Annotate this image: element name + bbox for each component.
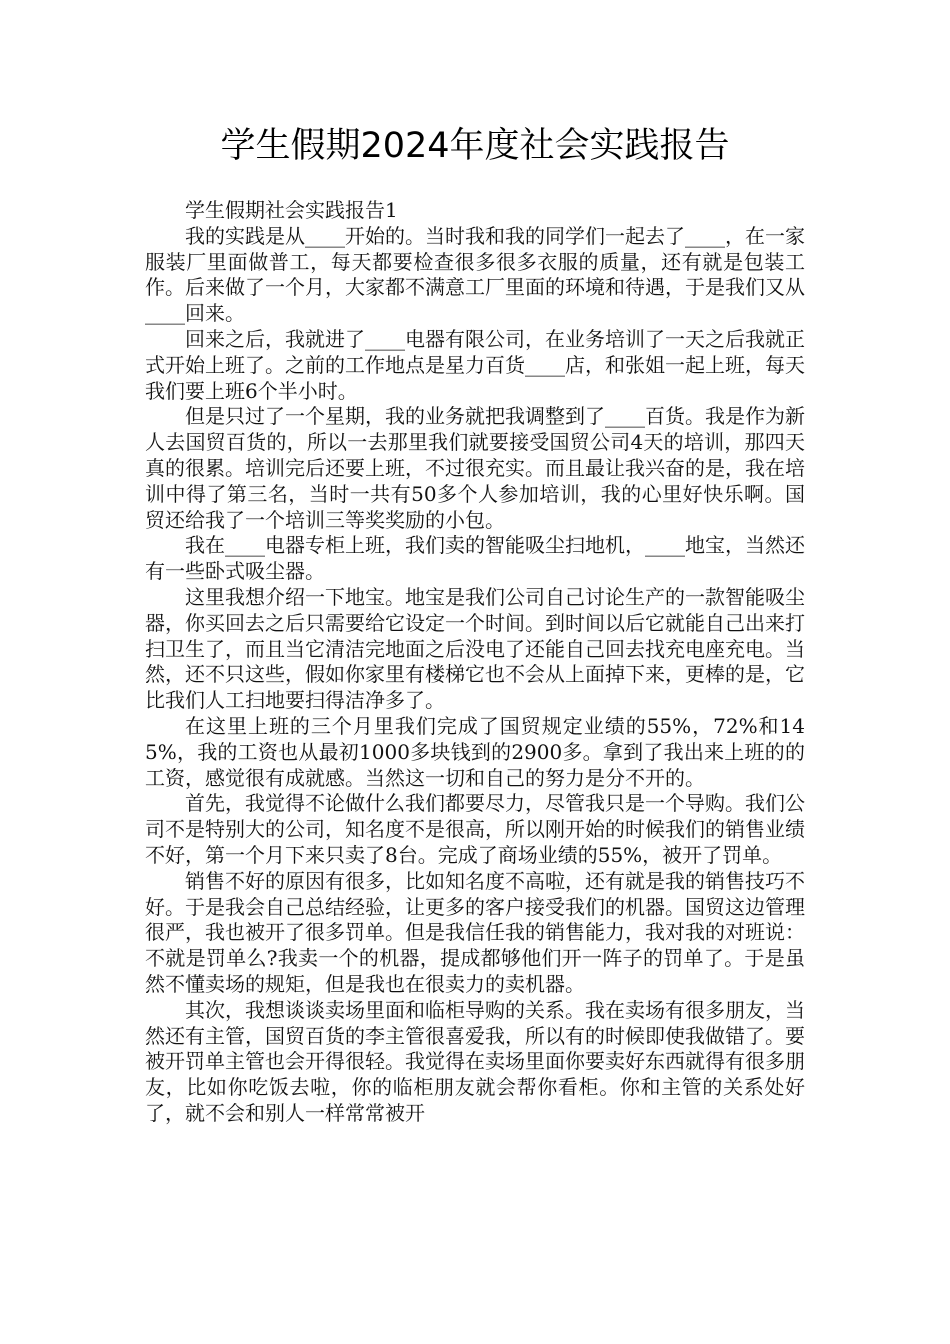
paragraph: 我在____电器专柜上班，我们卖的智能吸尘扫地机，____地宝，当然还有一些卧式吸尘器。 xyxy=(145,533,805,584)
paragraph: 其次，我想谈谈卖场里面和临柜导购的关系。我在卖场有很多朋友，当然还有主管，国贸百货的李主管很喜爱我，所以有的时候即使我做错了。要被开罚单主管也会开得很轻。我觉得在卖场里面你要卖好东西就得有很多朋友，比如你吃饭去啦，你的临柜朋友就会帮你看柜。你和主管的关系处好了，就不会和别人一样常常被开 xyxy=(145,997,805,1125)
paragraph: 但是只过了一个星期，我的业务就把我调整到了____百货。我是作为新人去国贸百货的，所以一去那里我们就要接受国贸公司4天的培训，那四天真的很累。培训完后还要上班，不过很充实。而且最让我兴奋的是，我在培训中得了第三名，当时一共有50多个人参加培训，我的心里好快乐啊。国贸还给我了一个培训三等奖奖励的小包。 xyxy=(145,404,805,532)
paragraph: 这里我想介绍一下地宝。地宝是我们公司自己讨论生产的一款智能吸尘器，你买回去之后只需要给它设定一个时间。到时间以后它就能自己出来打扫卫生了，而且当它清洁完地面之后没电了还能自己回去找充电座充电。当然，还不只这些，假如你家里有楼梯它也不会从上面掉下来，更棒的是，它比我们人工扫地要扫得洁净多了。 xyxy=(145,584,805,713)
paragraph: 我的实践是从____开始的。当时我和我的同学们一起去了____，在一家服装厂里面做普工，每天都要检查很多很多衣服的质量，还有就是包装工作。后来做了一个月，大家都不满意工厂里面的环境和待遇，于是我们又从____回来。 xyxy=(145,223,805,326)
section-heading: 学生假期社会实践报告1 xyxy=(185,198,398,222)
paragraph: 销售不好的原因有很多，比如知名度不高啦，还有就是我的销售技巧不好。于是我会自己总结经验，让更多的客户接受我们的机器。国贸这边管理很严，我也被开了很多罚单。但是我信任我的销售能力，我对我的对班说：不就是罚单么?我卖一个的机器，提成都够他们开一阵子的罚单了。于是虽然不懂卖场的规矩，但是我也在很卖力的卖机器。 xyxy=(145,868,805,996)
paragraph: 首先，我觉得不论做什么我们都要尽力，尽管我只是一个导购。我们公司不是特别大的公司，知名度不是很高，所以刚开始的时候我们的销售业绩不好，第一个月下来只卖了8台。完成了商场业绩的55%，被开了罚单。 xyxy=(145,791,805,867)
document-body xyxy=(145,198,805,1127)
document-title: 学生假期2024年度社会实践报告 xyxy=(220,126,730,166)
paragraph: 在这里上班的三个月里我们完成了国贸规定业绩的55%，72%和145%，我的工资也从最初1000多块钱到的2900多。拿到了我出来上班的的工资，感觉很有成就感。当然这一切和自己的努力是分不开的。 xyxy=(145,713,805,790)
paragraph: 回来之后，我就进了____电器有限公司，在业务培训了一天之后我就正式开始上班了。之前的工作地点是星力百货____店，和张姐一起上班，每天我们要上班6个半小时。 xyxy=(145,326,805,403)
